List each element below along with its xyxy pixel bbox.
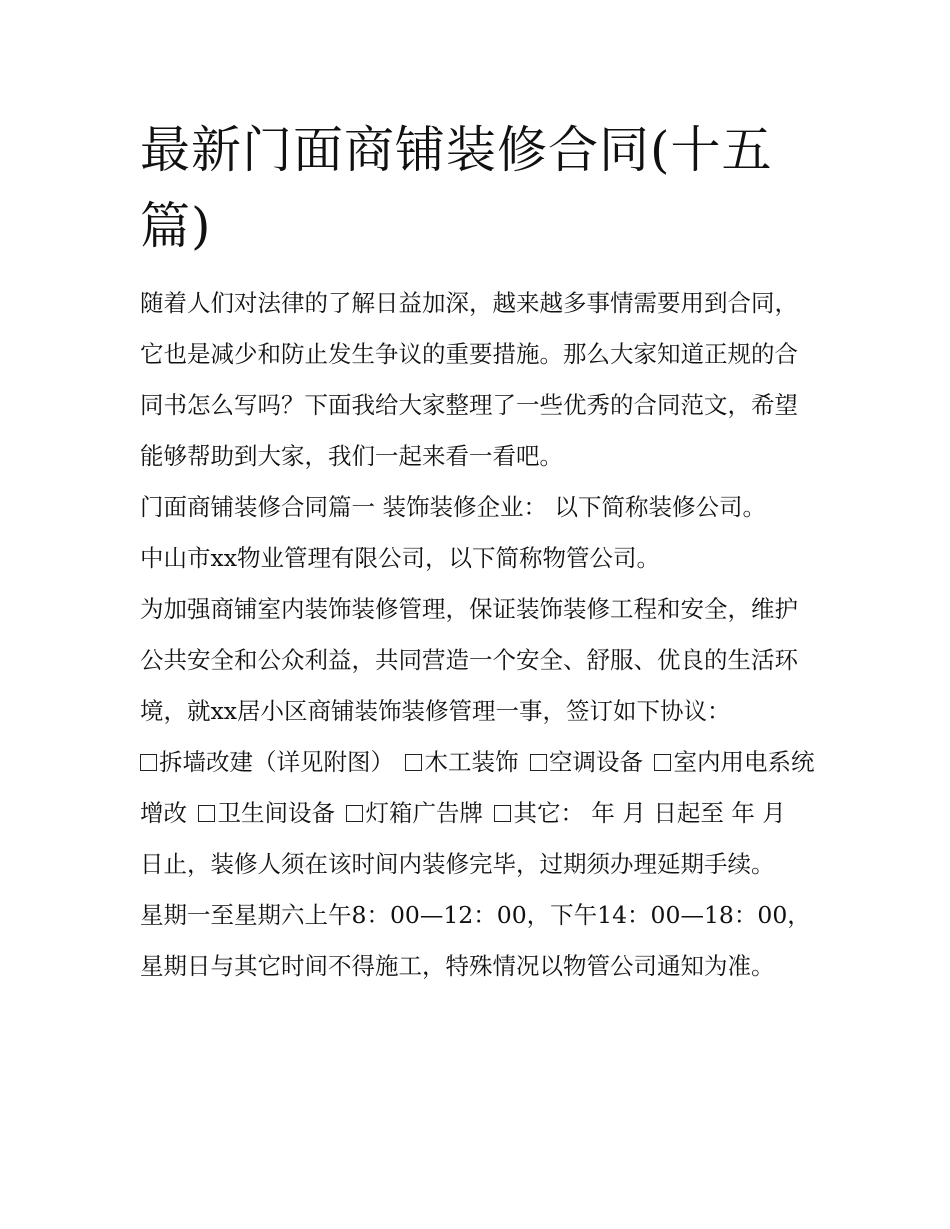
- renovation-item: 其它： 年 月 日起至 年 月: [513, 799, 786, 827]
- deadline-paragraph: 日止，装修人须在该时间内装修完毕，过期须办理延期手续。: [140, 850, 775, 878]
- checkbox-icon: [198, 805, 215, 822]
- purpose-paragraph: 为加强商铺室内装饰装修管理，保证装饰装修工程和安全，维护公共安全和公众利益，共同营造一个安全、舒服、优良的生活环境，就xx居小区商铺装饰装修管理一事，签订如下协议：: [140, 595, 798, 725]
- checkbox-icon: [346, 805, 363, 822]
- document-title: 最新门面商铺装修合同(十五篇): [140, 121, 773, 255]
- document-body: [140, 278, 820, 992]
- contract-party-paragraph: 门面商铺装修合同篇一 装饰装修企业： 以下简称装修公司。: [140, 493, 766, 521]
- checkbox-icon: [494, 805, 511, 822]
- renovation-item: 空调设备: [548, 748, 643, 776]
- renovation-items: [140, 737, 820, 839]
- property-company-paragraph: 中山市xx物业管理有限公司，以下简称物管公司。: [140, 544, 661, 572]
- work-hours-paragraph: 星期一至星期六上午8：00—12：00，下午14：00—18：00，星期日与其它时间不得施工，特殊情况以物管公司通知为准。: [140, 901, 811, 980]
- intro-paragraph: 随着人们对法律的了解日益加深，越来越多事情需要用到合同，它也是减少和防止发生争议的重要措施。那么大家知道正规的合同书怎么写吗？下面我给大家整理了一些优秀的合同范文，希望能够帮助到大家，我们一起来看一看吧。: [140, 289, 798, 470]
- renovation-item: 拆墙改建（详见附图）: [159, 748, 394, 776]
- checkbox-icon: [140, 754, 157, 771]
- renovation-item: 灯箱广告牌: [365, 799, 483, 827]
- renovation-item: 木工装饰: [424, 748, 519, 776]
- renovation-item: 室内用电系统增改: [140, 748, 815, 827]
- renovation-item: 卫生间设备: [217, 799, 335, 827]
- checkbox-icon: [405, 754, 422, 771]
- checkbox-icon: [530, 754, 547, 771]
- checkbox-icon: [654, 754, 671, 771]
